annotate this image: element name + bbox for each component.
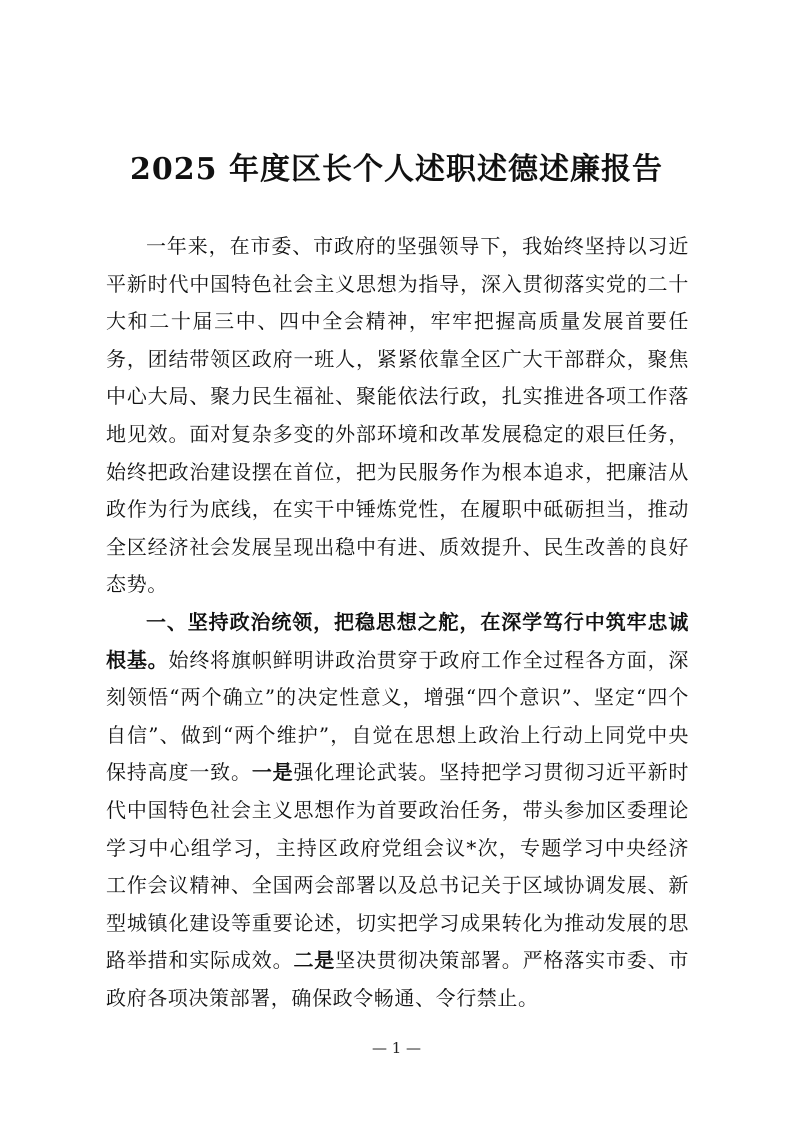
section-1-text-a: 始终将旗帜鲜明讲政治贯穿于政府工作全过程各方面，深刻领悟“两个确立”的决定性意义，增强“四个意识”、坚定“四个自信”、做到“两个维护”，自觉在思想上政治上行动上同党中央保持高度一致。	[106, 647, 689, 785]
point-2-label: 二是	[293, 948, 336, 973]
section-1-paragraph	[106, 604, 689, 1018]
document-body	[106, 228, 689, 1017]
intro-paragraph: 一年来，在市委、市政府的坚强领导下，我始终坚持以习近平新时代中国特色社会主义思想为指导，深入贯彻落实党的二十大和二十届三中、四中全会精神，牢牢把握高质量发展首要任务，团结带领区政府一班人，紧紧依靠全区广大干部群众，聚焦中心大局、聚力民生福祉、聚能依法行政，扎实推进各项工作落地见效。面对复杂多变的外部环境和改革发展稳定的艰巨任务，始终把政治建设摆在首位，把为民服务作为根本追求，把廉洁从政作为行为底线，在实干中锤炼党性，在履职中砥砺担当，推动全区经济社会发展呈现出稳中有进、质效提升、民生改善的良好态势。	[106, 234, 689, 597]
document-title: 2025 年度区长个人述职述德述廉报告	[130, 152, 663, 187]
point-1-label: 一是	[251, 760, 294, 785]
page-number: — 1 —	[371, 1039, 422, 1057]
section-1-text-b: 强化理论武装。坚持把学习贯彻习近平新时代中国特色社会主义思想作为首要政治任务，带头参加区委理论学习中心组学习，主持区政府党组会议*次，专题学习中央经济工作会议精神、全国两会部署以及总书记关于区域协调发展、新型城镇化建设等重要论述，切实把学习成果转化为推动发展的思路举措和实际成效。	[106, 760, 690, 973]
section-1-text-c: 坚决贯彻决策部署。严格落实市委、市政府各项决策部署，确保政令畅通、令行禁止。	[106, 948, 690, 1010]
section-1-heading: 一、坚持政治统领，把稳思想之舵，在深学笃行中筑牢忠诚根基。	[106, 609, 689, 672]
